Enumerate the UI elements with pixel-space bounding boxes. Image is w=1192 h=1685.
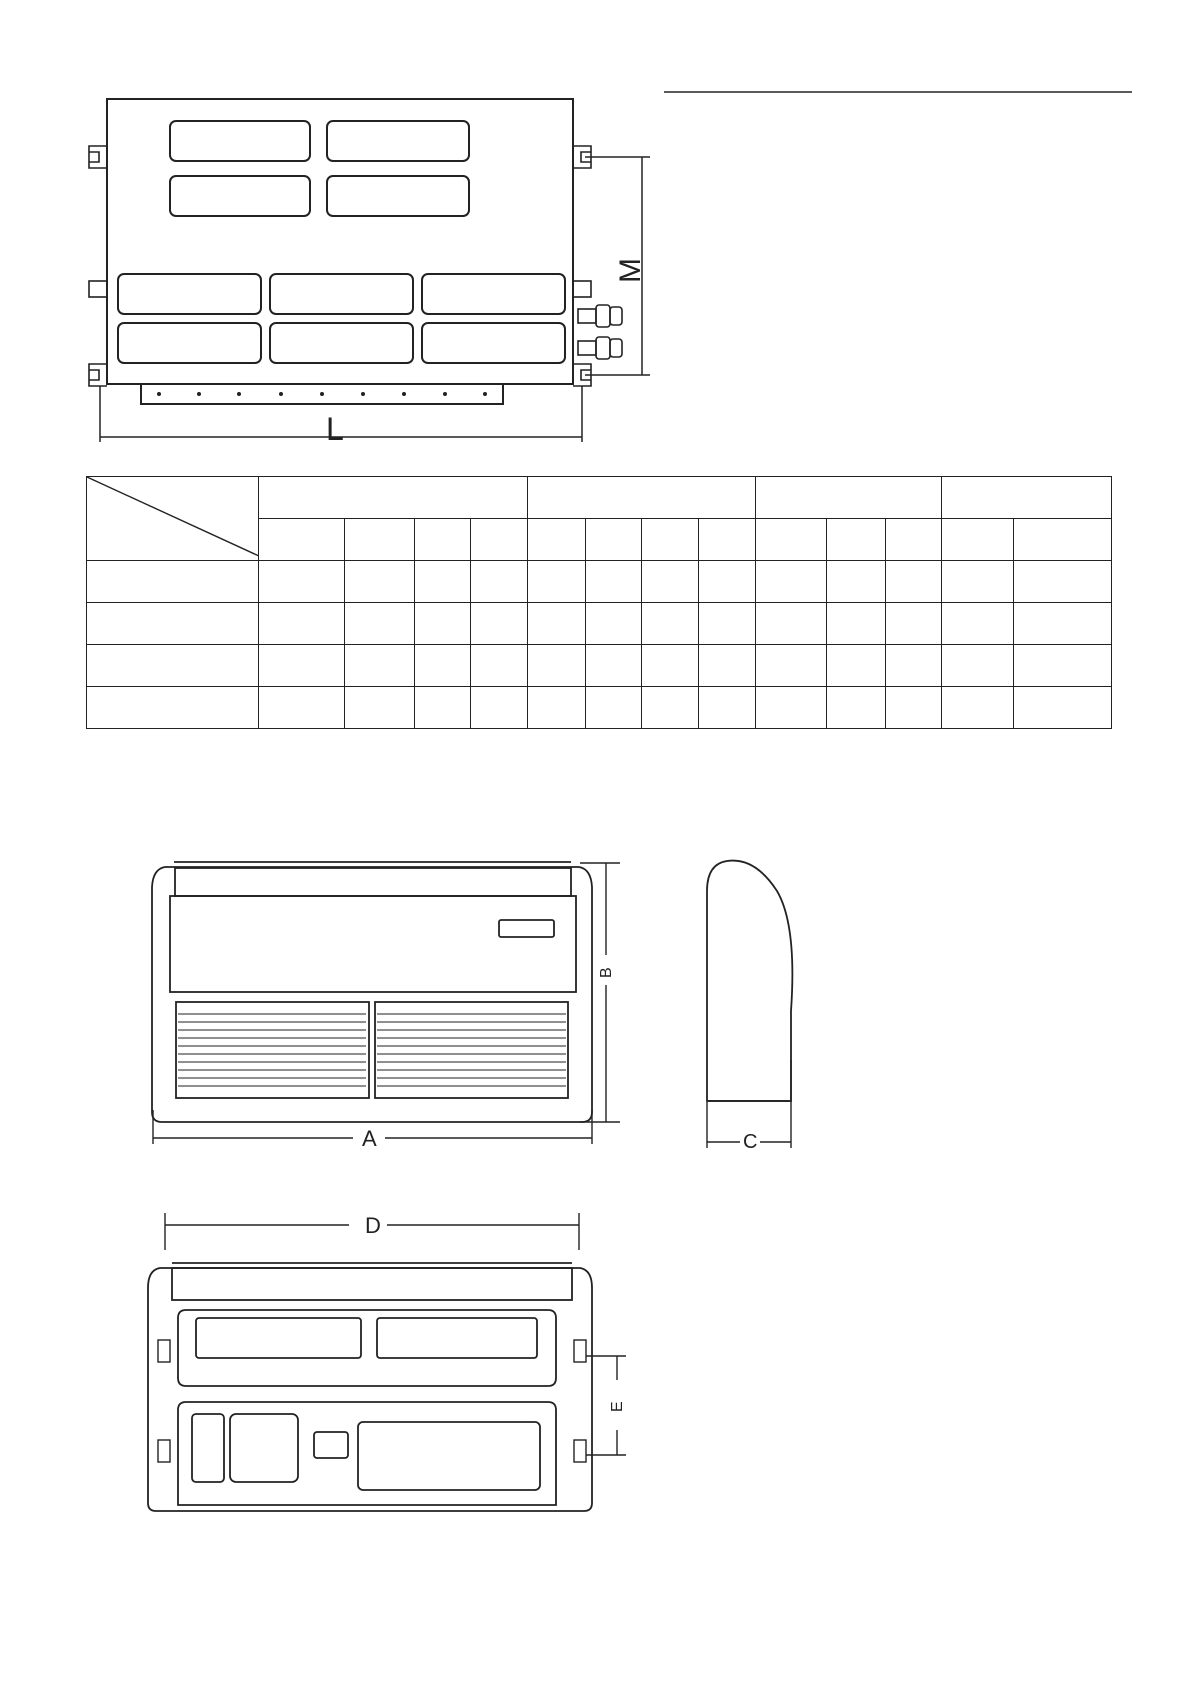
sub-header [827, 519, 886, 561]
model-cell [87, 645, 259, 687]
table-cell [471, 687, 528, 729]
table-cell [415, 645, 471, 687]
table-cell [415, 603, 471, 645]
table-cell [528, 561, 586, 603]
table-cell [827, 687, 886, 729]
sub-header [699, 519, 756, 561]
table-cell [886, 645, 942, 687]
upper-panel [170, 121, 310, 161]
lower-panel [270, 274, 413, 314]
dimension-table [86, 476, 1112, 729]
table-cell [699, 687, 756, 729]
model-cell [87, 603, 259, 645]
table-cell [827, 561, 886, 603]
sub-header [586, 519, 642, 561]
sub-header [1014, 519, 1112, 561]
sub-header [471, 519, 528, 561]
table-cell [942, 687, 1014, 729]
air-grille-right [375, 1002, 568, 1098]
lower-panel [118, 274, 261, 314]
back-upper-window [196, 1318, 361, 1358]
table-row [87, 645, 1112, 687]
table-cell [586, 687, 642, 729]
lower-panel [422, 274, 565, 314]
table-corner-cell [87, 477, 259, 561]
group-header [259, 477, 528, 519]
dimension-label-l: L [326, 411, 344, 447]
model-cell [87, 687, 259, 729]
model-cell [87, 561, 259, 603]
top-view-figure [89, 92, 1132, 442]
upper-panel [327, 121, 469, 161]
table-row [87, 603, 1112, 645]
table-cell [528, 687, 586, 729]
sub-header [756, 519, 827, 561]
table-cell [345, 687, 415, 729]
table-cell [586, 561, 642, 603]
sub-header [415, 519, 471, 561]
front-outline [152, 867, 592, 1122]
table-cell [886, 687, 942, 729]
table-cell [471, 645, 528, 687]
back-upper-window [377, 1318, 537, 1358]
dimension-label-a: A [362, 1126, 377, 1151]
table-cell [1014, 687, 1112, 729]
table-cell [642, 561, 699, 603]
table-cell [886, 603, 942, 645]
table-cell [259, 687, 345, 729]
mounting-bracket-icon [89, 146, 591, 386]
sub-header [259, 519, 345, 561]
upper-panel [170, 176, 310, 216]
table-body [87, 561, 1112, 729]
back-view-figure [148, 1213, 626, 1511]
table-cell [699, 561, 756, 603]
table-cell [886, 561, 942, 603]
dimension-label-b: B [598, 967, 615, 978]
table-cell [259, 561, 345, 603]
back-top-panel [172, 1268, 572, 1300]
front-top-panel [175, 868, 571, 896]
table-cell [756, 561, 827, 603]
table-cell [471, 603, 528, 645]
table-cell [259, 645, 345, 687]
group-header [528, 477, 756, 519]
sub-header [528, 519, 586, 561]
table-cell [942, 561, 1014, 603]
table-cell [345, 603, 415, 645]
back-outline [148, 1268, 592, 1511]
back-upper-recess [178, 1310, 556, 1386]
table-cell [942, 645, 1014, 687]
corner-diagonal [87, 477, 259, 563]
table-cell [756, 687, 827, 729]
pipe-connector-icon [578, 305, 622, 359]
lower-panel [270, 323, 413, 363]
dimension-label-c: C [743, 1131, 758, 1153]
table-cell [699, 603, 756, 645]
side-outline [707, 861, 792, 1101]
table-row [87, 561, 1112, 603]
side-view-figure [707, 861, 792, 1148]
table-cell [345, 645, 415, 687]
table-cell [756, 645, 827, 687]
table-cell [345, 561, 415, 603]
dimension-label-e: E [609, 1401, 626, 1412]
table-cell [699, 645, 756, 687]
upper-panel [327, 176, 469, 216]
table-cell [586, 603, 642, 645]
group-header [756, 477, 942, 519]
table-header-row [87, 477, 1112, 519]
drain-hole-icon [157, 392, 487, 396]
display-window [499, 920, 554, 937]
table-cell [1014, 645, 1112, 687]
table-cell [642, 645, 699, 687]
table-cell [1014, 603, 1112, 645]
table-cell [528, 603, 586, 645]
dimension-b [580, 863, 620, 1122]
sub-header [942, 519, 1014, 561]
group-header [942, 477, 1112, 519]
table-cell [415, 687, 471, 729]
table-cell [259, 603, 345, 645]
table-cell [528, 645, 586, 687]
front-view-figure [152, 862, 620, 1144]
grille-slats [178, 1014, 566, 1086]
table-cell [471, 561, 528, 603]
dimension-label-d: D [365, 1213, 381, 1238]
table-cell [642, 603, 699, 645]
air-grille-left [176, 1002, 369, 1098]
table-cell [1014, 561, 1112, 603]
lower-panel [422, 323, 565, 363]
table-cell [827, 603, 886, 645]
table-cell [642, 687, 699, 729]
table-cell [415, 561, 471, 603]
table-cell [756, 603, 827, 645]
front-display-panel [170, 896, 576, 992]
table-cell [942, 603, 1014, 645]
sub-header [886, 519, 942, 561]
table-cell [827, 645, 886, 687]
table-cell [586, 645, 642, 687]
unit-body-top [107, 99, 573, 384]
table-row [87, 687, 1112, 729]
sub-header [345, 519, 415, 561]
dimension-label-m: M [614, 258, 647, 283]
lower-panel [118, 323, 261, 363]
sub-header [642, 519, 699, 561]
